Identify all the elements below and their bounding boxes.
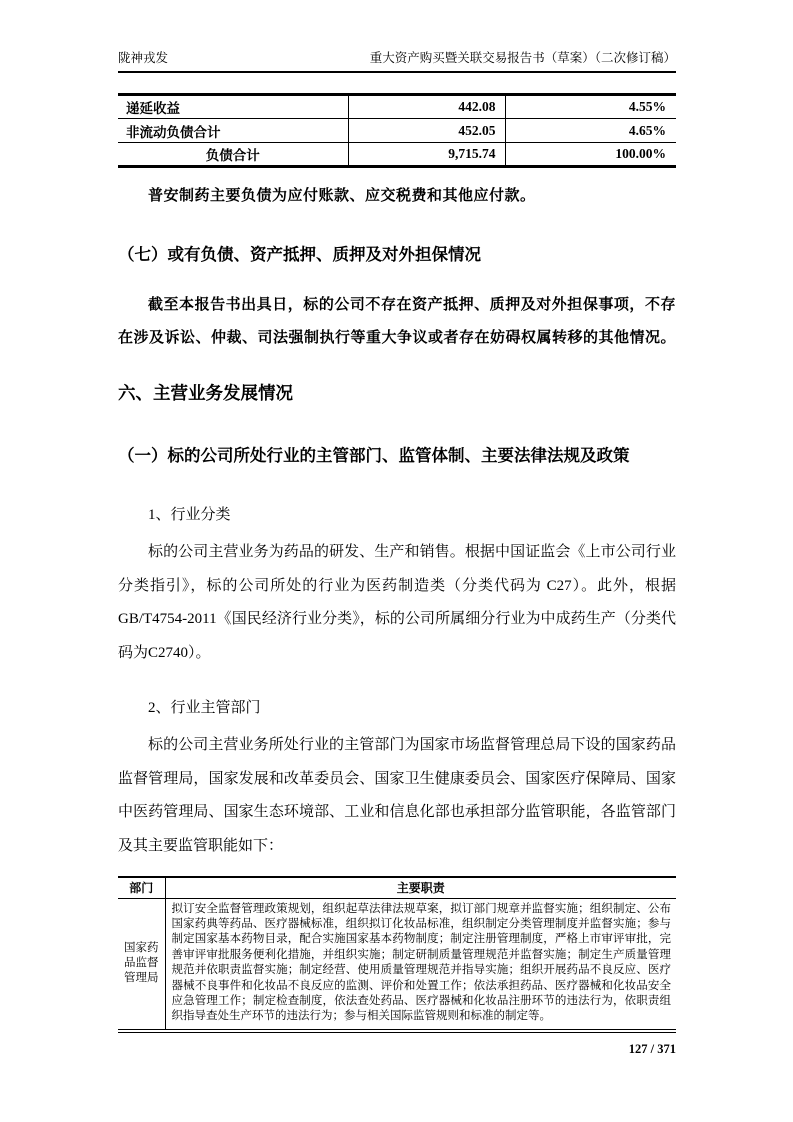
liability-note-paragraph: 普安制药主要负债为应付账款、应交税费和其他应付款。 xyxy=(148,188,536,204)
industry-classification-paragraph: 标的公司主营业务为药品的研发、生产和销售。根据中国证监会《上市公司行业分类指引》，标的公司所处的行业为医药制造类（分类代码为 C27）。此外，根据 GB/T4754-2011《国民经济行业分类》，标的公司所属细分行业为中成药生产（分类代码为C2740）。 xyxy=(118,544,676,661)
liability-label: 负债合计 xyxy=(118,143,348,167)
page-number: 127 / 371 xyxy=(628,1041,676,1056)
liability-percent: 4.55% xyxy=(505,95,676,119)
column-header-duties: 主要职责 xyxy=(165,877,676,898)
liability-amount: 9,715.74 xyxy=(348,143,505,167)
liability-percent: 4.65% xyxy=(505,119,676,143)
item-title-authorities: 2、行业主管部门 xyxy=(148,700,261,716)
chapter-heading-main-business: 六、主营业务发展情况 xyxy=(118,383,293,403)
running-header-left: 陇神戎发 xyxy=(118,51,169,65)
liability-label: 非流动负债合计 xyxy=(118,119,348,143)
liability-table xyxy=(118,93,676,168)
regulator-department: 国家药品监督管理局 xyxy=(124,942,159,985)
item-title-industry-classification: 1、行业分类 xyxy=(148,507,231,523)
liability-percent: 100.00% xyxy=(505,143,676,167)
running-header xyxy=(118,48,676,73)
authorities-paragraph: 标的公司主营业务所处行业的主管部门为国家市场监督管理总局下设的国家药品监督管理局，国家发展和改革委员会、国家卫生健康委员会、国家医疗保障局、国家中医药管理局、国家生态环境部、工业和信息化部也承担部分监管职能，各监管部门及其主要监管职能如下： xyxy=(118,737,676,854)
contingent-paragraph: 截至本报告书出具日，标的公司不存在资产抵押、质押及对外担保事项，不存在涉及诉讼、仲裁、司法强制执行等重大争议或者存在妨碍权属转移的其他情况。 xyxy=(118,297,677,346)
table-row xyxy=(118,898,676,1031)
liability-label: 递延收益 xyxy=(126,101,180,116)
table-header-row xyxy=(118,877,676,898)
table-row-total xyxy=(118,143,676,167)
regulator-table xyxy=(118,876,676,1033)
table-row xyxy=(118,119,676,143)
column-header-department: 部门 xyxy=(118,877,165,898)
liability-amount: 442.08 xyxy=(348,95,505,119)
table-row xyxy=(118,95,676,119)
section-heading-contingent: （七）或有负债、资产抵押、质押及对外担保情况 xyxy=(118,246,481,264)
regulator-duties: 拟订安全监督管理政策规划，组织起草法律法规草案，拟订部门规章并监督实施；组织制定、公布国家药典等药品、医疗器械标准，组织拟订化妆品标准，组织制定分类管理制度并监督实施；参与制定国家基本药物目录，配合实施国家基本药物制度；制定注册管理制度，严格上市审评审批，完善审评审批服务便利化措施，并组织实施；制定研制质量管理规范并监督实施；制定生产质量管理规范并依职责监督实施；制定经营、使用质量管理规范并指导实施；组织开展药品不良反应、医疗器械不良事件和化妆品不良反应的监测、评价和处置工作；依法承担药品、医疗器械和化妆品安全应急管理工作；制定检查制度，依法查处药品、医疗器械和化妆品注册环节的违法行为，依职责组织指导查处生产环节的违法行为；参与相关国际监管规则和标准的制定等。 xyxy=(165,898,676,1031)
section-heading-regulators: （一）标的公司所处行业的主管部门、监管体制、主要法律法规及政策 xyxy=(118,447,630,465)
running-header-right: 重大资产购买暨关联交易报告书（草案）（二次修订稿） xyxy=(369,51,676,65)
liability-amount: 452.05 xyxy=(348,119,505,143)
